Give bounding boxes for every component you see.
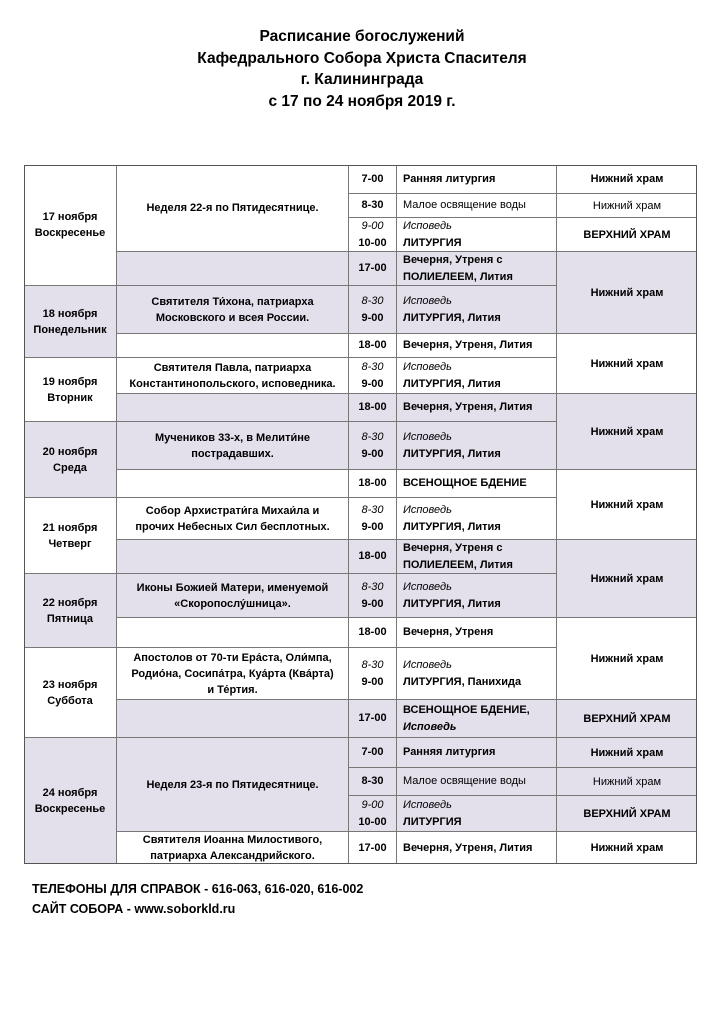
day-date: 23 ноября [42,678,98,691]
time-value: 9-00 [361,220,384,232]
feast-blank [116,699,348,737]
place-cell [556,217,697,251]
time-value: 8-30 [361,581,384,593]
time-value: 8-30 [361,199,384,212]
service-line: Вечерня, Утреня с [403,254,503,266]
feast-blank [116,469,348,497]
service-line: Вечерня, Утреня, Лития [403,339,533,352]
church-name: Нижний храм [590,425,664,438]
service-line: Ранняя литургия [403,746,496,759]
feast-line: прочих Небесных Сил бесплотных. [135,520,330,533]
feast-line: патриарха Александрийского. [150,850,315,862]
church-name: Нижний храм [590,286,664,299]
service-line: Исповедь [403,720,457,733]
time-value: 9-00 [361,311,384,324]
time-value: 8-30 [361,775,384,788]
website-line: САЙТ СОБОРА - www.soborkld.ru [32,902,236,916]
feast-line: Московского и всея России. [155,311,310,324]
service-line: ВСЕНОЩНОЕ БДЕНИЕ, [403,704,530,716]
place-cell [556,193,697,217]
day-date: 20 ноября [42,445,98,458]
time-cell [348,573,396,617]
time-value: 18-00 [358,401,387,414]
service-line: Исповедь [403,659,452,671]
title-line: Кафедрального Собора Христа Спасителя [197,49,527,67]
time-value: 17-00 [358,262,387,275]
time-value: 8-30 [361,504,384,516]
service-line: Вечерня, Утреня с [403,542,503,554]
day-date: 21 ноября [42,521,98,534]
feast-line: Собор Архистрати́га Михаи́ла и [145,504,320,517]
time-cell [348,831,396,864]
time-cell [348,217,396,251]
service-line: ЛИТУРГИЯ [403,815,462,828]
footer-contacts [32,879,363,919]
day-cell [24,357,116,421]
day-weekday: Суббота [47,694,93,707]
service-line: ВСЕНОЩНОЕ БДЕНИЕ [403,477,527,490]
feast-blank [116,333,348,357]
day-weekday: Понедельник [33,323,107,336]
time-value: 8-30 [361,295,384,307]
service-line: Исповедь [403,581,452,593]
time-value: 9-00 [361,675,384,688]
time-cell [348,333,396,357]
service-cell [396,217,556,251]
feast-line: Святителя Павла, патриарха [153,361,312,374]
day-cell [24,165,116,285]
place-cell [556,469,697,539]
service-line: Вечерня, Утреня [403,626,494,639]
time-cell [348,539,396,573]
day-cell [24,421,116,497]
service-line: ЛИТУРГИЯ, Лития [403,377,501,390]
day-cell [24,737,116,864]
time-value: 9-00 [361,597,384,610]
service-line: Исповедь [403,361,452,373]
phones-line: ТЕЛЕФОНЫ ДЛЯ СПРАВОК - 616-063, 616-020, 616-002 [32,882,364,896]
service-cell [396,699,556,737]
service-cell [396,393,556,421]
service-cell [396,831,556,864]
church-name: Нижний храм [590,173,664,185]
service-line: Малое освящение воды [403,775,526,788]
time-value: 18-00 [358,550,387,563]
service-line: Вечерня, Утреня, Лития [403,841,533,854]
day-weekday: Среда [53,461,87,474]
time-value: 9-00 [361,377,384,390]
feast-line: Святителя Ти́хона, патриарха [151,295,314,308]
title-line: Расписание богослужений [259,28,465,45]
day-cell [24,647,116,737]
service-cell [396,357,556,393]
feast-line: Константинопольского, исповедника. [129,377,336,390]
time-cell [348,251,396,285]
service-line: Малое освящение воды [403,199,526,212]
time-value: 8-30 [361,361,384,373]
time-value: 17-00 [358,841,387,854]
time-cell [348,795,396,831]
feast-blank [116,251,348,285]
time-value: 8-30 [361,431,384,443]
service-line: ЛИТУРГИЯ, Панихида [403,675,522,688]
title-line: с 17 по 24 ноября 2019 г. [268,92,456,110]
feast-line: Родио́на, Сосипа́тра, Куа́рта (Ква́рта) [131,667,334,680]
time-value: 7-00 [361,172,384,185]
service-cell [396,737,556,767]
time-value: 18-00 [358,339,387,352]
service-cell [396,617,556,647]
day-date: 24 ноября [42,787,98,799]
feast-line: Мучеников 33-х, в Мелити́не [155,431,310,444]
service-cell [396,795,556,831]
feast-cell [116,831,348,864]
time-cell [348,497,396,539]
place-cell [556,165,697,193]
day-cell [24,285,116,357]
service-line: Исповедь [403,799,452,811]
service-line: Исповедь [403,295,452,307]
time-cell [348,285,396,333]
place-cell [556,767,697,795]
service-cell [396,573,556,617]
time-cell [348,421,396,469]
day-weekday: Четверг [48,537,92,550]
feast-line: Апостолов от 70-ти Ера́ста, Оли́мпа, [133,651,332,664]
place-cell [556,251,697,333]
service-line: ЛИТУРГИЯ, Лития [403,520,501,533]
feast-line: «Скоропослу́шница». [174,597,291,610]
service-line: ЛИТУРГИЯ, Лития [403,597,501,610]
day-weekday: Воскресенье [34,803,106,815]
feast-line: Иконы Божией Матери, именуемой [136,581,329,594]
service-cell [396,539,556,573]
day-cell [24,573,116,647]
church-name: Нижний храм [590,746,664,759]
feast-cell [116,573,348,617]
service-line: Ранняя литургия [403,172,496,185]
day-date: 18 ноября [42,307,98,320]
time-cell [348,617,396,647]
feast-cell [116,357,348,393]
church-name: ВЕРХНИЙ ХРАМ [583,712,671,725]
church-name: ВЕРХНИЙ ХРАМ [583,228,671,241]
time-cell [348,469,396,497]
service-cell [396,285,556,333]
service-line: ПОЛИЕЛЕЕМ, Лития [403,270,513,283]
day-date: 17 ноября [42,211,98,223]
church-name: Нижний храм [592,775,662,788]
feast-line: Неделя 23-я по Пятидесятнице. [146,778,319,791]
feast-line: пострадавших. [191,447,274,460]
time-value: 9-00 [361,520,384,533]
place-cell [556,831,697,864]
title-line: г. Калининграда [300,71,424,88]
place-cell [556,795,697,831]
time-value: 10-00 [358,236,387,249]
time-value: 18-00 [358,477,387,490]
day-cell [24,497,116,573]
feast-cell [116,285,348,333]
service-cell [396,333,556,357]
time-value: 9-00 [361,799,384,811]
church-name: Нижний храм [592,199,662,212]
place-cell [556,699,697,737]
service-cell [396,165,556,193]
church-name: Нижний храм [590,498,664,511]
time-value: 7-00 [361,746,384,759]
place-cell [556,539,697,617]
church-name: Нижний храм [590,572,664,585]
time-cell [348,393,396,421]
day-weekday: Вторник [47,391,93,404]
time-cell [348,767,396,795]
service-line: ЛИТУРГИЯ, Лития [403,311,501,324]
feast-cell [116,737,348,831]
service-line: Исповедь [403,504,452,516]
service-line: ПОЛИЕЛЕЕМ, Лития [403,558,513,571]
place-cell [556,737,697,767]
time-cell [348,193,396,217]
time-value: 10-00 [358,815,387,828]
day-weekday: Пятница [46,612,94,625]
feast-blank [116,539,348,573]
church-name: ВЕРХНИЙ ХРАМ [583,807,671,820]
time-cell [348,647,396,699]
place-cell [556,333,697,393]
feast-cell [116,421,348,469]
service-cell [396,647,556,699]
feast-cell [116,497,348,539]
feast-cell [116,165,348,251]
feast-blank [116,393,348,421]
feast-line: Неделя 22-я по Пятидесятнице. [146,202,319,214]
time-cell [348,699,396,737]
service-line: Вечерня, Утреня, Лития [403,401,533,414]
place-cell [556,393,697,469]
church-name: Нижний храм [590,652,664,665]
service-line: Исповедь [403,431,452,443]
time-value: 17-00 [358,712,387,725]
day-weekday: Воскресенье [34,227,106,239]
service-line: Исповедь [403,220,452,232]
time-cell [348,165,396,193]
feast-line: и Те́ртия. [207,683,258,696]
church-name: Нижний храм [590,357,664,370]
time-value: 9-00 [361,447,384,460]
day-date: 19 ноября [42,375,98,388]
service-line: ЛИТУРГИЯ [403,236,462,249]
service-cell [396,251,556,285]
day-date: 22 ноября [42,596,98,609]
place-cell [556,617,697,699]
time-value: 8-30 [361,659,384,671]
feast-cell [116,647,348,699]
service-cell [396,469,556,497]
time-cell [348,737,396,767]
church-name: Нижний храм [590,842,664,854]
time-cell [348,357,396,393]
service-cell [396,193,556,217]
feast-blank [116,617,348,647]
service-cell [396,421,556,469]
feast-line: Святителя Иоанна Милостивого, [142,834,323,846]
service-cell [396,497,556,539]
service-line: ЛИТУРГИЯ, Лития [403,447,501,460]
time-value: 18-00 [358,626,387,639]
service-cell [396,767,556,795]
